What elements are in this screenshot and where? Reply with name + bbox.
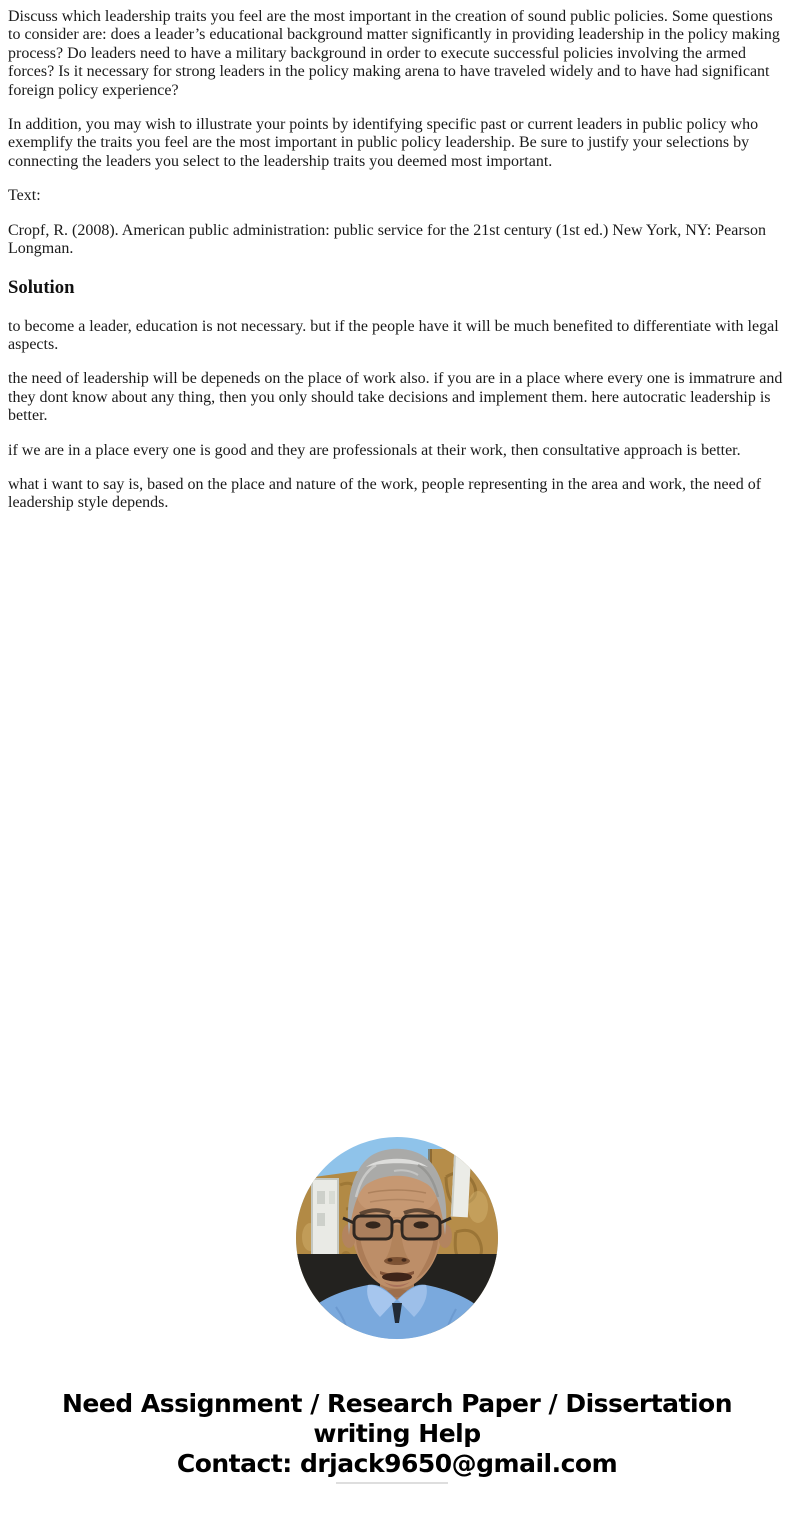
- question-paragraph: In addition, you may wish to illustrate your points by identifying specific past or current leaders in public policy who exemplify the traits you feel are the most important in public policy leadership. Be sure to justify your selections by connecting the leaders you select to the leadership traits you deemed most important.: [8, 115, 759, 170]
- footer-line: writing Help: [313, 1418, 481, 1448]
- solution-paragraph: if we are in a place every one is good and they are professionals at their work, then consultative approach is better.: [8, 441, 741, 459]
- solution-paragraph: the need of leadership will be depeneds on the place of work also. if you are in a place where every one is immatrure and they dont know about any thing, then you only should take decisions and implement them. here autocratic leadership is better.: [8, 370, 783, 425]
- question-paragraph: Discuss which leadership traits you feel are the most important in the creation of sound public policies. Some questions to consider are: does a leader’s educational background matter significantly in providing leadership in the policy making process? Do leaders need to have a military background in order to execute successful policies involving the armed forces? Is it necessary for strong leaders in the policy making arena to have traveled widely and to have had significant foreign policy experience?: [8, 8, 780, 99]
- solution-paragraph: what i want to say is, based on the place and nature of the work, people representing in the area and work, the need of leadership style depends.: [8, 476, 762, 512]
- footer-line: Need Assignment / Research Paper / Dissertation: [61, 1388, 733, 1418]
- author-photo: [296, 1137, 498, 1339]
- portrait-image: [296, 1137, 498, 1339]
- text-label: Text:: [8, 187, 41, 205]
- solution-paragraph: to become a leader, education is not necessary. but if the people have it will be much benefited to differentiate with legal aspects.: [8, 317, 779, 354]
- footer-contact-line: Contact: drjack9650@gmail.com: [176, 1448, 618, 1478]
- document-body: [8, 8, 786, 513]
- footer-banner: [8, 1389, 786, 1484]
- solution-heading: Solution: [8, 276, 75, 298]
- footer-underline-artifact: [336, 1482, 448, 1484]
- citation: Cropf, R. (2008). American public administration: public service for the 21st century (1st ed.) New York, NY: Pearson Longman.: [8, 221, 766, 257]
